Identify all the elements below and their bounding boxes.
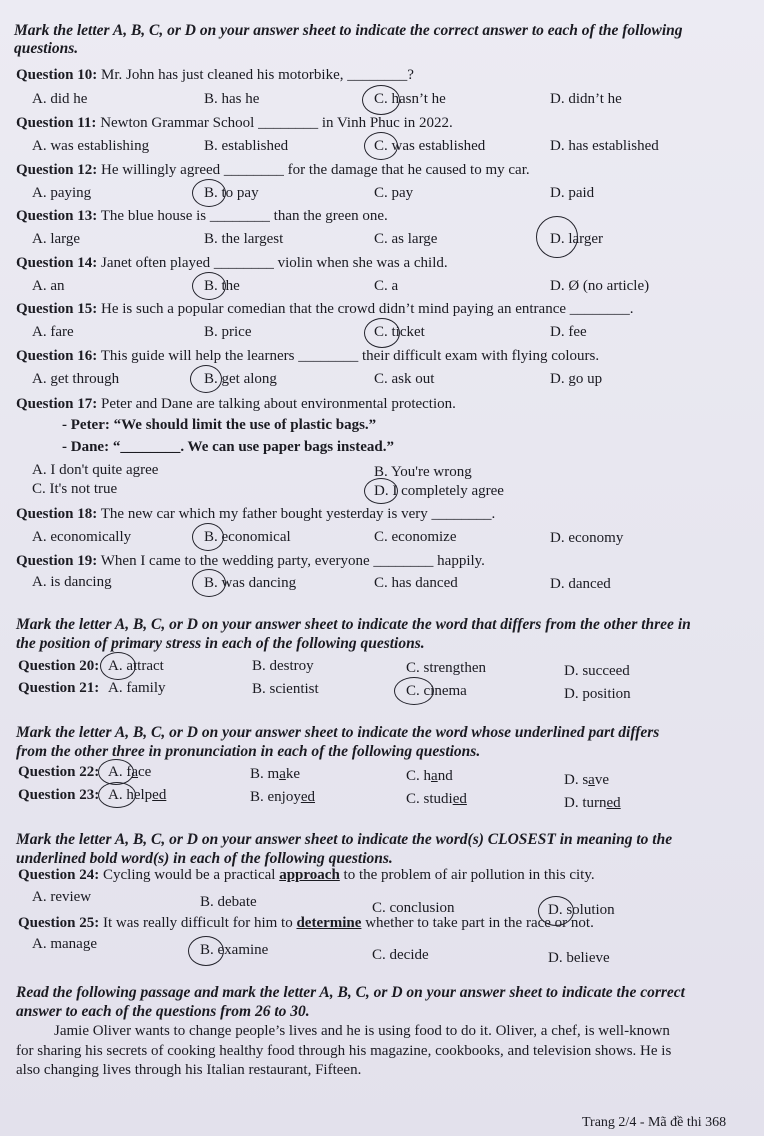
q16-option-c[interactable]: C. ask out <box>374 371 435 387</box>
q24-option-a[interactable]: A. review <box>32 889 92 905</box>
q18-option-d[interactable]: D. economy <box>550 530 624 546</box>
q15-option-b[interactable]: B. price <box>204 324 252 340</box>
section-instruction-4b: underlined bold word(s) in each of the following questions. <box>16 850 393 867</box>
q10-option-d[interactable]: D. didn’t he <box>550 91 622 107</box>
q19-option-b[interactable]: B. was dancing <box>204 575 297 591</box>
q18-option-b[interactable]: B. economical <box>204 529 291 545</box>
question-15: Question 15: He is such a popular comedian that the crowd didn’t mind paying an entrance ________. <box>16 301 634 317</box>
question-18: Question 18: The new car which my father bought yesterday is very ________. <box>16 506 496 522</box>
q25-option-a[interactable]: A. manage <box>32 936 97 952</box>
q12-option-c[interactable]: C. pay <box>374 185 414 201</box>
section-instruction-1b: questions. <box>14 40 79 57</box>
q21-option-a[interactable]: A. family <box>108 680 166 696</box>
q22-option-a[interactable]: A. face <box>108 764 152 780</box>
section-instruction-3b: from the other three in pronunciation in each of the following questions. <box>16 743 481 760</box>
q13-option-c[interactable]: C. as large <box>374 231 438 247</box>
q25-option-b[interactable]: B. examine <box>200 942 269 958</box>
passage-line-1: Jamie Oliver wants to change people’s lives and he is using food to do it. Oliver, a chef, is well-known <box>54 1023 670 1039</box>
q12-option-a[interactable]: A. paying <box>32 185 92 201</box>
q21-option-c[interactable]: C. cinema <box>406 683 467 699</box>
q17-option-a[interactable]: A. I don't quite agree <box>32 462 159 478</box>
section-instruction-3: Mark the letter A, B, C, or D on your answer sheet to indicate the word whose underlined part differs <box>16 724 660 741</box>
q22-label: Question 22: <box>18 764 100 780</box>
q15-option-c[interactable]: C. ticket <box>374 324 425 340</box>
q16-option-d[interactable]: D. go up <box>550 371 603 387</box>
section-instruction-4: Mark the letter A, B, C, or D on your answer sheet to indicate the word(s) CLOSEST in meaning to the <box>16 831 673 848</box>
q24-option-c[interactable]: C. conclusion <box>372 900 455 916</box>
q24-option-b[interactable]: B. debate <box>200 894 257 910</box>
q13-option-b[interactable]: B. the largest <box>204 231 284 247</box>
question-10: Question 10: Mr. John has just cleaned his motorbike, ________? <box>16 67 414 83</box>
section-instruction-2: Mark the letter A, B, C, or D on your answer sheet to indicate the word that differs from the other three in <box>16 616 691 633</box>
q13-option-d[interactable]: D. larger <box>550 231 604 247</box>
q17-dane-line: - Dane: “________. We can use paper bags instead.” <box>62 439 394 455</box>
q15-option-a[interactable]: A. fare <box>32 324 74 340</box>
question-25: Question 25: It was really difficult for him to determine whether to take part in the race or not. <box>18 915 594 931</box>
q23-option-a[interactable]: A. helped <box>108 787 167 803</box>
q22-option-c[interactable]: C. hand <box>406 768 453 784</box>
q15-option-d[interactable]: D. fee <box>550 324 587 340</box>
q24-option-d[interactable]: D. solution <box>548 902 615 918</box>
question-13: Question 13: The blue house is ________ than the green one. <box>16 208 388 224</box>
q17-option-b[interactable]: B. You're wrong <box>374 464 472 480</box>
q14-option-c[interactable]: C. a <box>374 278 399 294</box>
passage-line-3: also changing lives through his Italian restaurant, Fifteen. <box>16 1062 362 1078</box>
question-19: Question 19: When I came to the wedding party, everyone ________ happily. <box>16 553 485 569</box>
q12-option-b[interactable]: B. to pay <box>204 185 259 201</box>
q11-option-d[interactable]: D. has established <box>550 138 659 154</box>
question-11: Question 11: Newton Grammar School ________ in Vinh Phuc in 2022. <box>16 115 453 131</box>
q17-peter-line: - Peter: “We should limit the use of plastic bags.” <box>62 417 377 433</box>
question-14: Question 14: Janet often played ________ violin when she was a child. <box>16 255 448 271</box>
q20-option-a[interactable]: A. attract <box>108 658 164 674</box>
q14-option-d[interactable]: D. Ø (no article) <box>550 278 650 294</box>
q18-option-a[interactable]: A. economically <box>32 529 132 545</box>
q19-option-d[interactable]: D. danced <box>550 576 611 592</box>
q23-option-d[interactable]: D. turned <box>564 795 621 811</box>
q21-label: Question 21: <box>18 680 100 696</box>
q21-option-b[interactable]: B. scientist <box>252 681 319 697</box>
question-17: Question 17: Peter and Dane are talking about environmental protection. <box>16 396 456 412</box>
passage-line-2: for sharing his secrets of cooking healthy food through his magazine, cookbooks, and television shows. He is <box>16 1043 672 1059</box>
q12-option-d[interactable]: D. paid <box>550 185 595 201</box>
q10-option-a[interactable]: A. did he <box>32 91 88 107</box>
q16-option-b[interactable]: B. get along <box>204 371 277 387</box>
q11-option-c[interactable]: C. was established <box>374 138 486 154</box>
q21-option-d[interactable]: D. position <box>564 686 631 702</box>
q20-option-b[interactable]: B. destroy <box>252 658 314 674</box>
q20-option-d[interactable]: D. succeed <box>564 663 630 679</box>
section-instruction-5: Read the following passage and mark the letter A, B, C, or D on your answer sheet to indicate the correct <box>16 984 685 1001</box>
q22-option-d[interactable]: D. save <box>564 772 610 788</box>
q20-option-c[interactable]: C. strengthen <box>406 660 486 676</box>
q20-label: Question 20: <box>18 658 100 674</box>
q11-option-b[interactable]: B. established <box>204 138 289 154</box>
page-footer: Trang 2/4 - Mã đề thi 368 <box>582 1115 727 1130</box>
section-instruction-5b: answer to each of the questions from 26 to 30. <box>16 1003 310 1020</box>
q22-option-b[interactable]: B. make <box>250 766 301 782</box>
q10-option-c[interactable]: C. hasn’t he <box>374 91 446 107</box>
q25-option-c[interactable]: C. decide <box>372 947 429 963</box>
q17-option-c[interactable]: C. It's not true <box>32 481 118 497</box>
q23-option-c[interactable]: C. studied <box>406 791 467 807</box>
question-24: Question 24: Cycling would be a practical approach to the problem of air pollution in this city. <box>18 867 595 883</box>
q11-option-a[interactable]: A. was establishing <box>32 138 150 154</box>
section-instruction-2b: the position of primary stress in each of the following questions. <box>16 635 425 652</box>
q18-option-c[interactable]: C. economize <box>374 529 457 545</box>
q13-option-a[interactable]: A. large <box>32 231 81 247</box>
q17-option-d[interactable]: D. I completely agree <box>374 483 504 499</box>
q23-label: Question 23: <box>18 787 100 803</box>
q25-option-d[interactable]: D. believe <box>548 950 610 966</box>
q14-option-b[interactable]: B. the <box>204 278 240 294</box>
q19-option-a[interactable]: A. is dancing <box>32 574 112 590</box>
section-instruction-1: Mark the letter A, B, C, or D on your answer sheet to indicate the correct answer to each of the following <box>14 22 683 39</box>
question-12: Question 12: He willingly agreed ________ for the damage that he caused to my car. <box>16 162 530 178</box>
q10-option-b[interactable]: B. has he <box>204 91 260 107</box>
q14-option-a[interactable]: A. an <box>32 278 65 294</box>
q19-option-c[interactable]: C. has danced <box>374 575 458 591</box>
question-16: Question 16: This guide will help the learners ________ their difficult exam with flying colours. <box>16 348 600 364</box>
q23-option-b[interactable]: B. enjoyed <box>250 789 316 805</box>
q16-option-a[interactable]: A. get through <box>32 371 120 387</box>
